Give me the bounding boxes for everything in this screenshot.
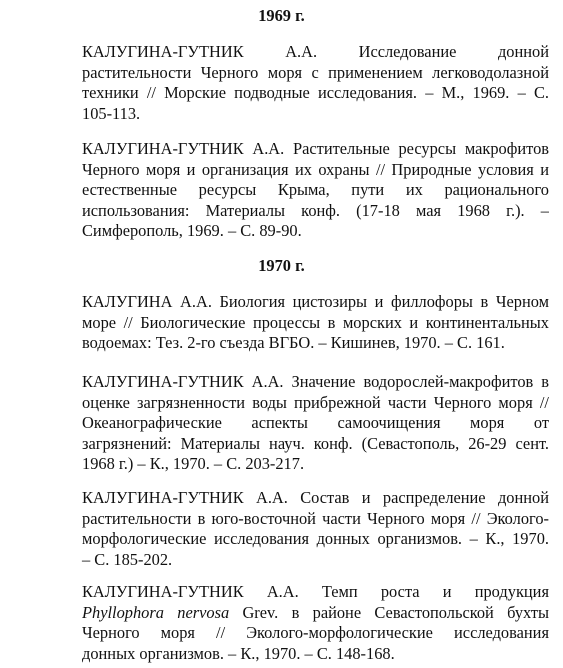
entry-line: естественные ресурсы Крыма, пути их рационального xyxy=(82,180,549,199)
bibliography-entry xyxy=(82,488,549,570)
entry-line: морфологические исследования донных организмов. – К., 1970. xyxy=(82,529,549,548)
bibliography-entry xyxy=(82,372,549,475)
entry-line: оценке загрязненности воды прибрежной части Черного моря // xyxy=(82,392,549,412)
entry-line: техники // Морские подводные исследования. – М., 1969. – С. xyxy=(82,83,549,102)
entry-line: водоемах: Тез. 2-го съезда ВГБО. – Кишинев, 1970. – С. 161. xyxy=(82,333,505,352)
entry-line: 1968 г.) – К., 1970. – С. 203-217. xyxy=(82,454,305,473)
entry-line: Океанографические аспекты самоочищения моря от xyxy=(82,413,549,432)
entry-line: Черного моря // Эколого-морфологические исследования xyxy=(82,623,549,642)
entry-line: КАЛУГИНА-ГУТНИК А.А. Темп роста и продукция xyxy=(82,582,549,601)
bibliography-entry xyxy=(82,139,549,242)
entry-line: 105-113. xyxy=(82,103,141,123)
entry-line: – С. 185-202. xyxy=(82,549,173,569)
entry-line: загрязнений: Материалы науч. конф. (Севастополь, 26-29 сент. xyxy=(82,433,549,453)
year-heading-1970: 1970 г. xyxy=(258,256,305,275)
bibliography-entry xyxy=(82,42,549,124)
entry-line: КАЛУГИНА-ГУТНИК А.А. Значение водорослей-макрофитов в xyxy=(82,372,549,391)
entry-line: растительности Черного моря с применением легководолазной xyxy=(82,62,549,82)
entry-line: море // Биологические процессы в морских и континентальных xyxy=(82,312,549,332)
entry-line: КАЛУГИНА-ГУТНИК А.А. Состав и распределение донной xyxy=(82,488,549,507)
entry-line-rest: Grev. в районе Севастопольской бухты xyxy=(242,602,549,622)
entry-line: донных организмов. – К., 1970. – С. 148-168. xyxy=(82,643,395,663)
species-name: Phyllophora nervosa xyxy=(82,602,230,622)
bibliography-entry xyxy=(82,582,549,664)
entry-line: КАЛУГИНА-ГУТНИК А.А. Исследование донной xyxy=(82,42,549,61)
year-heading-1969: 1969 г. xyxy=(258,6,305,25)
entry-line: использования: Материалы конф. (17-18 мая 1968 г.). – xyxy=(82,200,549,220)
entry-line: Черного моря и организация их охраны // Природные условия и xyxy=(82,159,549,179)
entry-line: КАЛУГИНА А.А. Биология цистозиры и филлофоры в Черном xyxy=(82,292,549,311)
entry-line: КАЛУГИНА-ГУТНИК А.А. Растительные ресурсы макрофитов xyxy=(82,139,549,158)
entry-line: Симферополь, 1969. – С. 89-90. xyxy=(82,221,302,240)
entry-line: растительности в юго-восточной части Черного моря // Эколого- xyxy=(82,508,549,528)
entry-line xyxy=(82,603,549,624)
bibliography-entry xyxy=(82,292,549,354)
